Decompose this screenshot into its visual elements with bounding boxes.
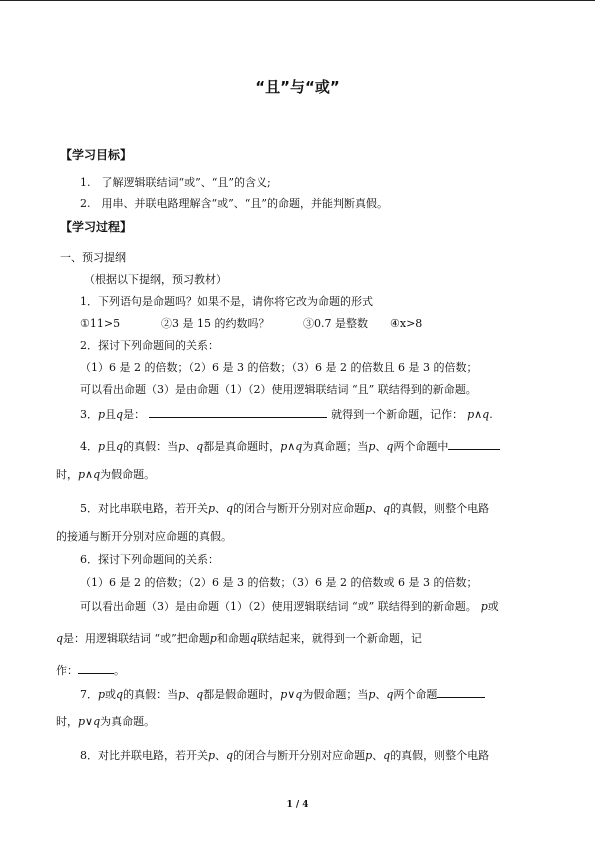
q1-option-2: ②3 是 15 的约数吗？ bbox=[161, 317, 270, 330]
question-1: 1．下列语句是命题吗？如果不是，请你将它改为命题的形式 bbox=[80, 295, 373, 308]
q3-answer-blank bbox=[149, 406, 327, 418]
question-5: 5．对比串联电路，若开关p、q的闭合与断开分别对应命题p、q的真假，则整个电路 bbox=[80, 502, 490, 515]
question-3: 3．p且q是： 就得到一个新命题，记作： p∧q. bbox=[80, 408, 493, 421]
q2-conclusion: 可以看出命题（3）是由命题（1）（2）使用逻辑联结词 “且” 联结得到的新命题。 bbox=[80, 383, 477, 396]
q1-option-1: ①11>5 bbox=[80, 317, 121, 330]
question-8: 8．对比并联电路，若开关p、q的闭合与断开分别对应命题p、q的真假，则整个电路 bbox=[80, 749, 490, 762]
q1-option-4: ④x>8 bbox=[390, 317, 423, 330]
question-7-continued: 时，p∨q为真命题。 bbox=[56, 715, 156, 728]
page-title: “且”与“或” bbox=[255, 78, 340, 96]
q6-items: （1）6 是 2 的倍数；（2）6 是 3 的倍数；（3）6 是 2 的倍数或 6 是 3 的倍数； bbox=[80, 576, 478, 589]
question-4: 4．p且q的真假：当p、q都是真命题时，p∧q为真命题；当p、q两个命题中 bbox=[80, 438, 500, 454]
q1-option-3: ③0.7 是整数 bbox=[303, 317, 368, 330]
question-5-continued: 的接通与断开分别对应命题的真假。 bbox=[56, 530, 232, 543]
objectives-header: 【学习目标】 bbox=[60, 148, 133, 162]
question-6: 6．探讨下列命题间的关系： bbox=[80, 553, 219, 566]
question-2: 2．探讨下列命题间的关系： bbox=[80, 339, 219, 352]
objective-item-2: 2. 用串、并联电路理解含“或”、“且”的命题，并能判断真假。 bbox=[80, 197, 388, 210]
q7-answer-blank bbox=[437, 686, 485, 698]
q2-items: （1）6 是 2 的倍数；（2）6 是 3 的倍数；（3）6 是 2 的倍数且 6 是 3 的倍数； bbox=[80, 361, 478, 374]
q6-conclusion: 可以看出命题（3）是由命题（1）（2）使用逻辑联结词 “或” 联结得到的新命题。 p或 bbox=[80, 600, 499, 613]
question-6-continued: q是：用逻辑联结词 “或”把命题p和命题q联结起来，就得到一个新命题，记 bbox=[56, 632, 422, 645]
preview-note: （根据以下提纲，预习教材） bbox=[84, 273, 227, 286]
q4-answer-blank bbox=[448, 438, 500, 450]
top-border-line bbox=[0, 0, 595, 1]
question-7: 7．p或q的真假：当p、q都是假命题时，p∨q为假命题；当p、q两个命题 bbox=[80, 686, 485, 702]
process-header: 【学习过程】 bbox=[60, 220, 133, 234]
question-6-continued-2: 作： 。 bbox=[56, 664, 125, 677]
question-4-continued: 时，p∧q为假命题。 bbox=[56, 468, 156, 481]
q6-answer-blank bbox=[78, 662, 114, 674]
page-number: 1 / 4 bbox=[286, 800, 309, 810]
objective-item-1: 1. 了解逻辑联结词“或”、“且”的含义; bbox=[80, 176, 271, 189]
section-preview-outline: 一、预习提纲 bbox=[60, 251, 126, 264]
